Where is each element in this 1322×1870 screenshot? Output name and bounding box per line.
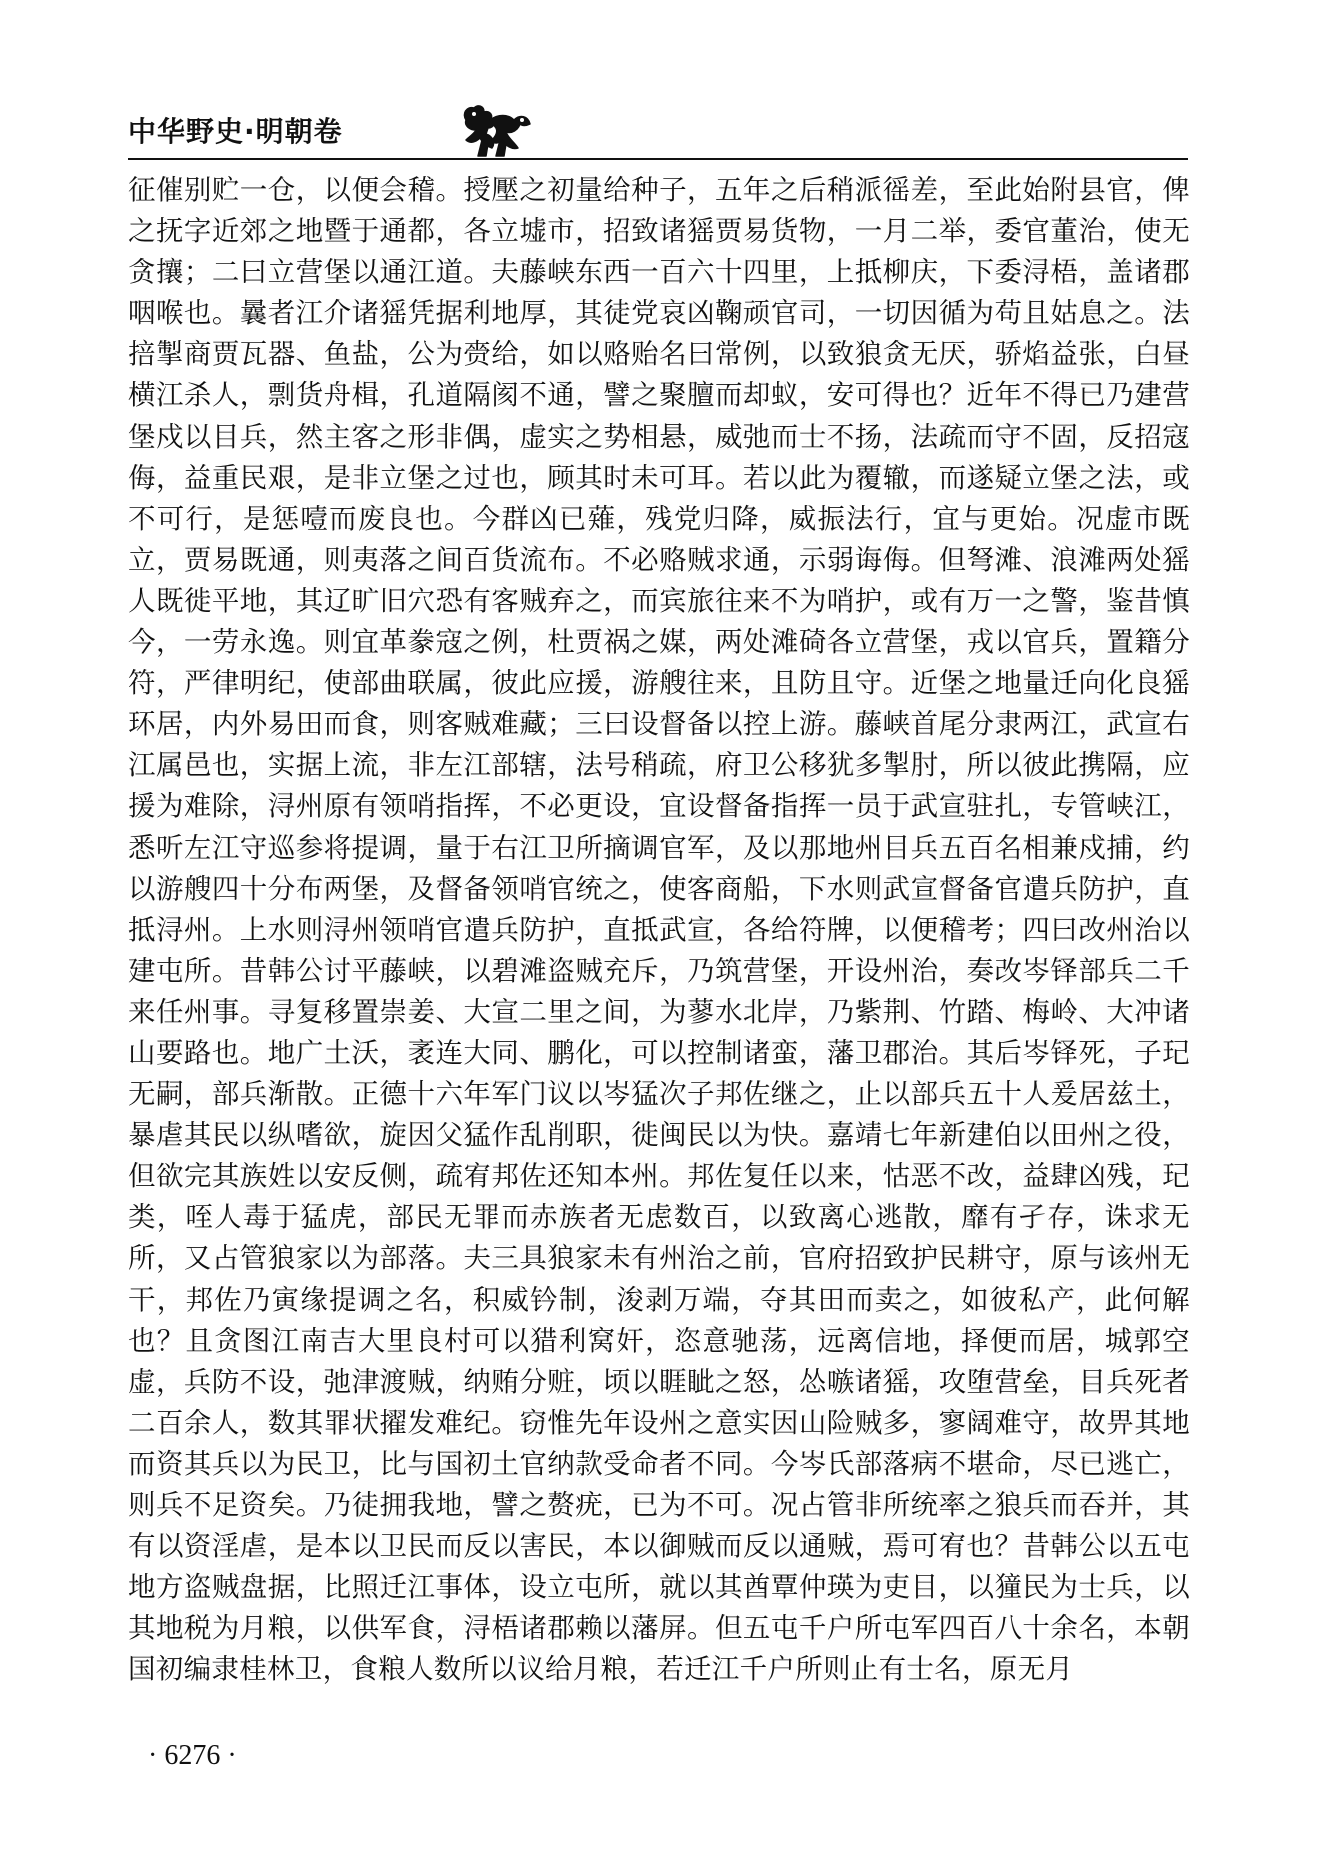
page-number: · 6276 · [148, 1740, 237, 1771]
body-text: 征催别贮一仓，以便会稽。授壓之初量给种子，五年之后稍派徭差，至此始附县官，俾之抚字近郊之地暨于通都，各立墟市，招致诸猺贾易货物，一月二举，委官董治，使无贪攘；二曰立营堡以通江道。夫藤峡东西一百六十四里，上抵柳庆，下委浔梧，盖诸郡咽喉也。曩者江介诸猺凭据利地厚，其徒党哀凶鞠顽官司，一切因循为苟且姑息之。法掊掣商贾瓦器、鱼盐，公为赍给，如以赂贻名曰常例，以致狼贪无厌，骄焰益张，白昼横江杀人，剽货舟楫，孔道隔阂不通，譬之聚膻而却蚁，安可得也？近年不得已乃建营堡戍以目兵，然主客之形非偶，虚实之势相悬，威弛而士不扬，法疏而守不固，反招寇侮，益重民艰，是非立堡之过也，顾其时未可耳。若以此为覆辙，而遂疑立堡之法，或不可行，是惩噎而废良也。今群凶已薙，残党归降，威振法行，宜与更始。况虚市既立，贾易既通，则夷落之间百货流布。不必赂贼求通，示弱诲侮。但弩滩、浪滩两处猺人既徙平地，其辽旷旧穴恐有客贼弃之，而宾旅往来不为哨护，或有万一之警，鉴昔慎今，一劳永逸。则宜革豢寇之例，杜贾祸之媒，两处滩碕各立营堡，戎以官兵，置籍分符，严律明纪，使部曲联属，彼此应援，游艘往来，且防且守。近堡之地量迁向化良猺环居，内外易田而食，则客贼难藏；三曰设督备以控上游。藤峡首尾分隶两江，武宣右江属邑也，实据上流，非左江部辖，法号稍疏，府卫公移犹多掣肘，所以彼此携隔，应援为难除，浔州原有领哨指挥，不必更设，宜设督备指挥一员于武宣驻扎，专管峡江，悉听左江守巡参将提调，量于右江卫所摘调官军，及以那地州目兵五百名相兼戍捕，约以游艘四十分布两堡，及督备领哨官统之，使客商船，下水则武宣督备官遣兵防护，直抵浔州。上水则浔州领哨官遣兵防护，直抵武宣，各给符牌，以便稽考；四曰改州治以建屯所。昔韩公讨平藤峡，以碧滩盗贼充斥，乃筑营堡，开设州治，奏改岑铎部兵二千来任州事。寻复移置崇姜、大宣二里之间，为蓼水北岸，乃紫荆、竹踏、梅岭、大冲诸山要路也。地广土沃，袤连大同、鹏化，可以控制诸蛮，藩卫郡治。其后岑铎死，子玘无嗣，部兵渐散。正德十六年军门议以岑猛次子邦佐继之，止以部兵五十人爰居兹土，暴虐其民以纵嗜欲，旋因父猛作乱削职，徙闽民以为快。嘉靖七年新建伯以田州之役，但欲完其族姓以安反侧，疏宥邦佐还知本州。邦佐复任以来，怙恶不改，益肆凶残，玘类，咥人毒于猛虎，部民无罪而赤族者无虑数百，以致离心逃散，靡有孑存，诛求无所，又占管狼家以为部落。夫三具狼家未有州治之前，官府招致护民耕守，原与该州无干，邦佐乃寅缘提调之名，积威钤制，浚剥万端，夺其田而卖之，如彼私产，此何解也？且贪图江南吉大里良村可以猎利窝奸，恣意驰荡，远离信地，择便而居，城郭空虚，兵防不设，弛津渡贼，纳贿分赃，顷以睚眦之怒，怂嗾诸猺，攻堕营垒，目兵死者二百余人，数其罪状擢发难纪。窃惟先年设州之意实因山险贼多，寥阔难守，故畀其地而资其兵以为民卫，比与国初土官纳款受命者不同。今岑氏部落病不堪命，尽已逃亡，则兵不足资矣。乃徒拥我地，譬之赘疣，已为不可。况占管非所统率之狼兵而吞并，其有以资淫虐，是本以卫民而反以害民，本以御贼而反以通贼，焉可宥也？昔韩公以五屯地方盗贼盘据，比照迁江事体，设立屯所，就以其酋覃仲瑛为吏目，以獞民为士兵，以其地税为月粮，以供军食，浔梧诸郡赖以藩屏。但五屯千户所屯军四百八十余名，本朝国初编隶桂林卫，食粮人数所以议给月粮，若迁江千户所则止有士名，原无月 [128, 174, 1190, 1686]
series-title: 中华野史·明朝卷 [128, 115, 343, 148]
header-rule [128, 158, 1188, 160]
dragon-emblem-icon [456, 100, 536, 158]
running-header [128, 100, 1188, 160]
